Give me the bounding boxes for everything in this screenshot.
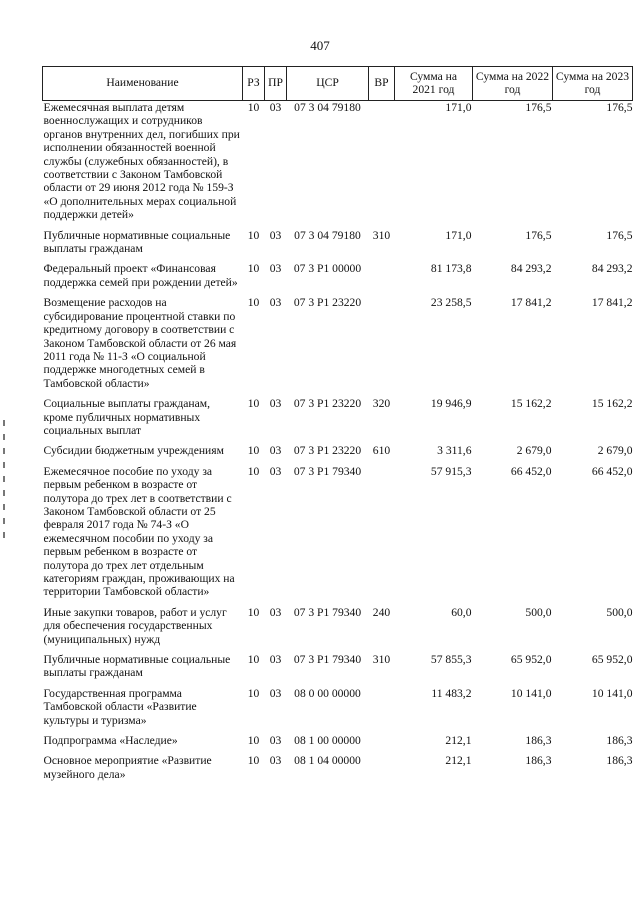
row-name: Возмещение расходов на субсидирование процентной ставки по кредитному договору в соответствии с Законом Тамбовской области от 26 мая 2011 года № 11-З «О социальной поддержке многодетных семей в Тамбовской области» [43, 296, 237, 390]
row-sum-2023: 17 841,2 [591, 296, 633, 310]
row-csr: 07 3 Р1 79340 [293, 464, 362, 478]
row-name: Публичные нормативные социальные выплаты гражданам [43, 228, 231, 256]
table-row [43, 444, 633, 464]
row-name: Ежемесячная выплата детям военнослужащих и сотрудников органов внутренних дел, погибших при исполнении обязанностей военной службы (служебных обязанностей), в соответствии с Законом Тамбовской области от 29 июня 2012 года № 159-З «О дополнительных мерах социальной поддержки детей» [43, 101, 240, 222]
row-pr: 03 [269, 397, 282, 411]
row-sum-2021: 11 483,2 [431, 686, 472, 700]
row-sum-2021: 57 915,3 [430, 464, 472, 478]
row-rz: 10 [247, 397, 260, 411]
row-vr: 310 [372, 228, 391, 242]
row-vr: 610 [372, 444, 391, 458]
row-vr: 240 [372, 605, 391, 619]
row-sum-2022: 2 679,0 [516, 444, 552, 458]
row-rz: 10 [247, 754, 260, 768]
row-pr: 03 [269, 464, 282, 478]
row-sum-2022: 66 452,0 [510, 464, 552, 478]
row-csr: 07 3 Р1 79340 [293, 653, 362, 667]
row-name: Основное мероприятие «Развитие музейного дела» [43, 754, 212, 781]
row-rz: 10 [247, 444, 260, 458]
row-sum-2021: 81 173,8 [430, 262, 472, 276]
row-pr: 03 [269, 101, 282, 114]
row-csr: 07 3 Р1 79340 [293, 605, 362, 619]
header-sum-2021: Сумма на 2021 год [395, 67, 473, 101]
row-sum-2023: 176,5 [606, 228, 633, 242]
row-name: Государственная программа Тамбовской области «Развитие культуры и туризма» [43, 686, 197, 727]
row-name: Ежемесячное пособие по уходу за первым ребенком в возрасте от полутора до трех лет в соответствии с Законом Тамбовской области от 25 февраля 2017 года № 74-З «О ежемесячном пособии по уходу за первым ребенком в возрасте от полутора до трех лет отдельным категориям граждан, проживающих на территории Тамбовской области» [43, 464, 235, 599]
budget-table [42, 66, 633, 788]
row-sum-2021: 212,1 [445, 754, 472, 768]
row-pr: 03 [269, 444, 282, 458]
row-pr: 03 [269, 653, 282, 667]
row-csr: 08 1 00 00000 [294, 734, 361, 748]
row-sum-2022: 500,0 [525, 605, 552, 619]
row-name: Иные закупки товаров, работ и услуг для обеспечения государственных (муниципальных) нужд [43, 605, 227, 646]
header-pr: ПР [265, 67, 287, 101]
row-csr: 07 3 04 79180 [294, 228, 361, 242]
row-sum-2021: 23 258,5 [430, 296, 472, 310]
table-row [43, 397, 633, 444]
row-vr [369, 465, 395, 606]
table-row [43, 101, 633, 229]
table-row [43, 687, 633, 734]
header-sum-2022: Сумма на 2022 год [473, 67, 553, 101]
row-pr: 03 [269, 734, 282, 748]
row-sum-2023: 10 141,0 [591, 686, 633, 700]
row-csr: 07 3 Р1 23220 [293, 296, 362, 310]
header-vr: ВР [369, 67, 395, 101]
row-sum-2022: 10 141,0 [510, 686, 552, 700]
row-sum-2022: 84 293,2 [510, 262, 552, 276]
header-rz: РЗ [243, 67, 265, 101]
row-pr: 03 [269, 262, 282, 276]
row-rz: 10 [247, 605, 260, 619]
row-pr: 03 [269, 228, 282, 242]
table-row [43, 754, 633, 788]
row-sum-2023: 65 952,0 [591, 653, 633, 667]
row-sum-2022: 65 952,0 [510, 653, 552, 667]
header-name: Наименование [43, 67, 243, 101]
row-sum-2023: 176,5 [606, 101, 633, 114]
row-vr [369, 687, 395, 734]
row-sum-2023: 186,3 [606, 754, 633, 768]
row-name: Федеральный проект «Финансовая поддержка семей при рождении детей» [43, 262, 238, 289]
row-sum-2021: 212,1 [445, 734, 472, 748]
row-name: Подпрограмма «Наследие» [43, 734, 178, 748]
row-vr: 310 [372, 653, 391, 667]
row-name: Субсидии бюджетным учреждениям [43, 444, 224, 458]
table-row [43, 465, 633, 606]
row-sum-2023: 66 452,0 [591, 464, 633, 478]
row-sum-2021: 171,0 [445, 228, 472, 242]
row-csr: 07 3 04 79180 [294, 101, 361, 114]
table-body [43, 101, 633, 789]
row-csr: 08 1 04 00000 [294, 754, 361, 768]
row-sum-2022: 186,3 [525, 734, 552, 748]
row-rz: 10 [247, 228, 260, 242]
row-sum-2023: 500,0 [606, 605, 633, 619]
table-row [43, 229, 633, 263]
header-sum-2023: Сумма на 2023 год [553, 67, 633, 101]
table-row [43, 262, 633, 296]
row-sum-2021: 60,0 [451, 605, 472, 619]
table-row [43, 606, 633, 653]
table-row [43, 734, 633, 754]
row-pr: 03 [269, 605, 282, 619]
row-vr [369, 754, 395, 788]
row-csr: 07 3 Р1 23220 [293, 444, 362, 458]
row-csr: 07 3 Р1 23220 [293, 397, 362, 411]
table-row [43, 653, 633, 687]
row-pr: 03 [269, 686, 282, 700]
row-vr: 320 [372, 397, 391, 411]
table-header [43, 67, 633, 101]
row-sum-2023: 84 293,2 [591, 262, 633, 276]
row-vr [369, 734, 395, 754]
row-sum-2023: 2 679,0 [597, 444, 633, 458]
row-sum-2022: 176,5 [525, 228, 552, 242]
row-rz: 10 [247, 464, 260, 478]
row-rz: 10 [247, 734, 260, 748]
row-sum-2021: 57 855,3 [430, 653, 472, 667]
row-csr: 08 0 00 00000 [294, 686, 361, 700]
row-vr [369, 262, 395, 296]
row-sum-2021: 171,0 [445, 101, 472, 114]
header-csr: ЦСР [287, 67, 369, 101]
row-name: Публичные нормативные социальные выплаты гражданам [43, 653, 231, 680]
row-sum-2021: 19 946,9 [430, 397, 472, 411]
table-row [43, 296, 633, 397]
row-rz: 10 [247, 262, 260, 276]
row-sum-2022: 17 841,2 [510, 296, 552, 310]
row-csr: 07 3 Р1 00000 [293, 262, 362, 276]
row-pr: 03 [269, 296, 282, 310]
row-name: Социальные выплаты гражданам, кроме публичных нормативных социальных выплат [43, 397, 210, 437]
row-sum-2022: 176,5 [525, 101, 552, 114]
row-rz: 10 [247, 101, 260, 114]
row-vr [369, 296, 395, 397]
row-rz: 10 [247, 296, 260, 310]
row-sum-2022: 186,3 [525, 754, 552, 768]
row-sum-2023: 186,3 [606, 734, 633, 748]
row-sum-2021: 3 311,6 [437, 444, 472, 458]
row-rz: 10 [247, 686, 260, 700]
page-number: 407 [310, 38, 330, 53]
row-pr: 03 [269, 754, 282, 768]
row-sum-2023: 15 162,2 [591, 397, 633, 411]
row-rz: 10 [247, 653, 260, 667]
row-sum-2022: 15 162,2 [510, 397, 552, 411]
scan-edge-marks [2, 420, 6, 560]
row-vr [369, 101, 395, 229]
